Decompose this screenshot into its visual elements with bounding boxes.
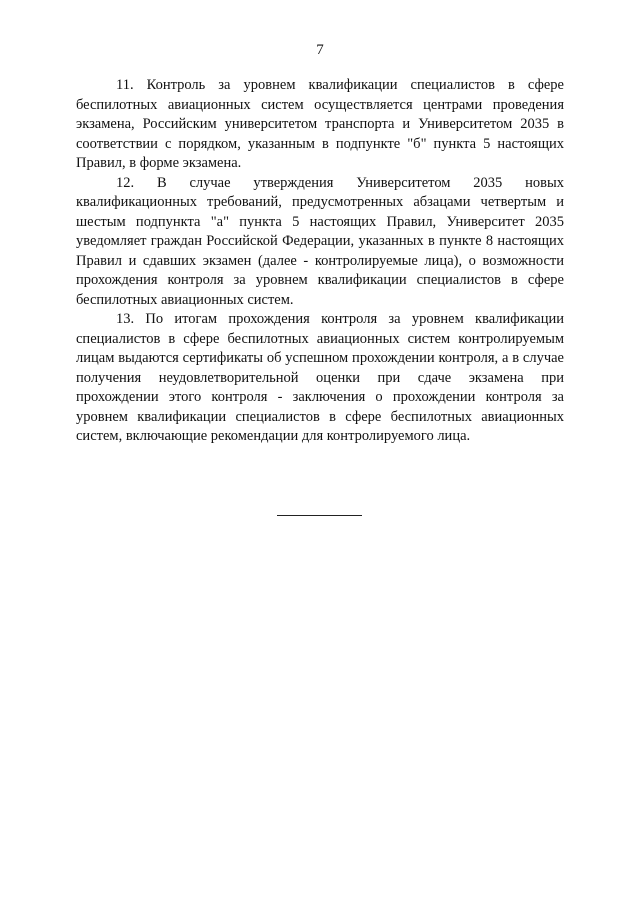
paragraph-13: 13. По итогам прохождения контроля за уровнем квалификации специалистов в сфере беспилотных авиационных систем контролируемым лицам выдаются сертификаты об успешном прохождении контроля, а в случае получения неудовлетворительной оценки при сдаче экзамена при прохождении этого контроля - заключения о прохождении контроля за уровнем квалификации специалистов в сфере беспилотных авиационных систем, включающие рекомендации для контролируемого лица. (76, 311, 564, 444)
paragraph-11: 11. Контроль за уровнем квалификации специалистов в сфере беспилотных авиационных систем осуществляется центрами проведения экзамена, Российским университетом транспорта и Университетом 2035 в соответствии с порядком, указанным в подпункте "б" пункта 5 настоящих Правил, в форме экзамена. (76, 77, 564, 171)
paragraph-12: 12. В случае утверждения Университетом 2035 новых квалификационных требований, предусмотренных абзацами четвертым и шестым подпункта "а" пункта 5 настоящих Правил, Университет 2035 уведомляет граждан Российской Федерации, указанных в пункте 8 настоящих Правил и сдавших экзамен (далее - контролируемые лица), о возможности прохождения контроля за уровнем квалификации специалистов в сфере беспилотных авиационных систем. (76, 174, 564, 308)
page-number: 7 (316, 42, 324, 58)
end-of-document-rule (277, 515, 362, 516)
document-body (76, 76, 564, 447)
